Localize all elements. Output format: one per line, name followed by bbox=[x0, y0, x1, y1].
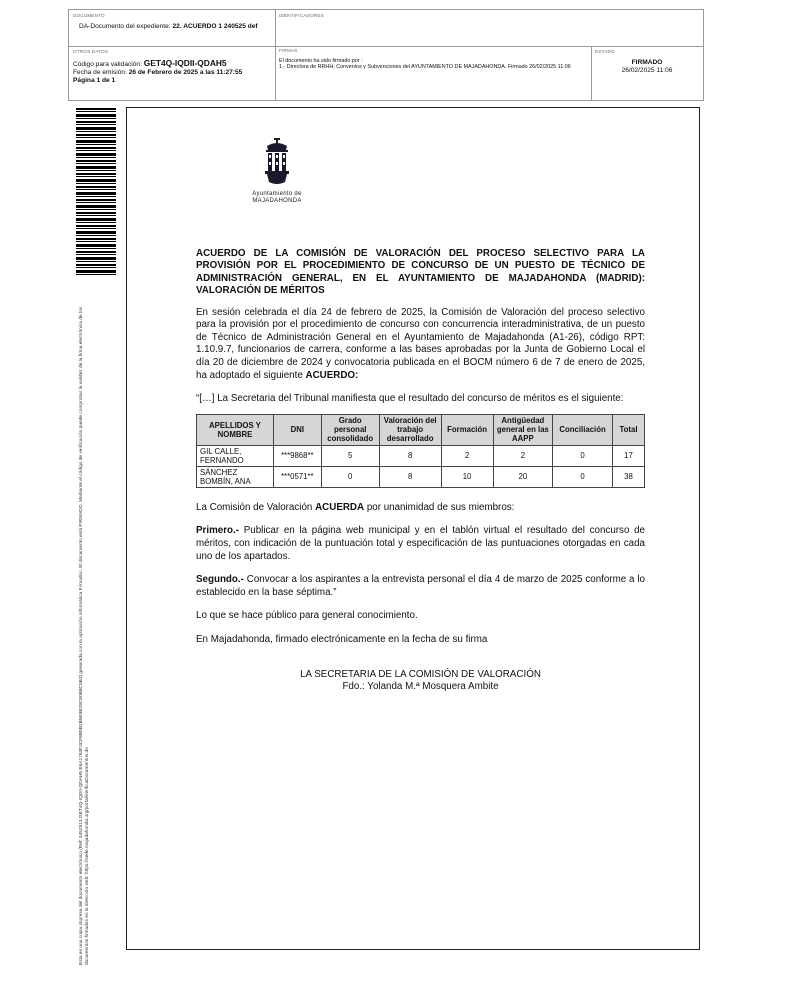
cell-dni: ***0571** bbox=[273, 466, 321, 487]
header-total: Total bbox=[613, 414, 645, 445]
cell-dni: ***9868** bbox=[273, 445, 321, 466]
codigo-label: Código para validación: bbox=[73, 61, 144, 68]
document-header bbox=[68, 9, 704, 101]
documento-caption: DOCUMENTO bbox=[73, 13, 105, 18]
primero-label: Primero.- bbox=[196, 525, 240, 537]
cell-valoracion: 8 bbox=[379, 445, 441, 466]
estado-caption: ESTADO bbox=[595, 49, 615, 54]
acuerda-prefix: La Comisión de Valoración bbox=[196, 501, 316, 513]
cell-total: 17 bbox=[613, 445, 645, 466]
coat-of-arms-icon bbox=[262, 138, 292, 186]
cell-name: SÁNCHEZ BOMBÍN, ANA bbox=[197, 466, 274, 487]
paragraph-publico: Lo que se hace público para general conocimiento. bbox=[196, 610, 418, 622]
cell-grado: 0 bbox=[321, 466, 379, 487]
documento-cell bbox=[69, 10, 275, 46]
paragraph-firma: En Majadahonda, firmado electrónicamente en la fecha de su firma bbox=[196, 633, 488, 645]
pagina-indicator: Página 1 de 1 bbox=[73, 77, 116, 84]
documento-name: 22. ACUERDO 1 240525 def bbox=[172, 23, 258, 30]
document-title: ACUERDO DE LA COMISIÓN DE VALORACIÓN DEL PROCESO SELECTIVO PARA LA PROVISIÓN POR EL PROCEDIMIENTO DE CONCURSO DE UN PUESTO DE TÉCNICO DE ADMINISTRACIÓN GENERAL, EN EL AYUNTAMIENTO DE MAJADAHONDA (MADRID): VALORACIÓN DE MÉRITOS bbox=[196, 248, 645, 297]
results-table bbox=[196, 414, 645, 488]
firmas-line1: El documento ha sido firmado por : bbox=[279, 57, 363, 64]
firmas-line2: 1.- Directora de RRHH, Convenios y Subvenciones del AYUNTAMIENTO DE MAJADAHONDA. Firmado 26/02/2025 11:06 bbox=[279, 64, 571, 71]
signature-block bbox=[196, 669, 645, 693]
paragraph-session bbox=[196, 307, 645, 383]
primero-text: Publicar en la página web municipal y en el tablón virtual el resultado del concurso de méritos, con indicación de la puntuación total y especificación de las puntuaciones otorgadas en cada uno de los apartados. bbox=[196, 525, 645, 562]
paragraph-acuerda bbox=[196, 502, 645, 515]
otros-datos-cell bbox=[69, 46, 275, 100]
cell-formacion: 2 bbox=[441, 445, 493, 466]
header-grado: Grado personal consolidado bbox=[321, 414, 379, 445]
firmas-cell bbox=[275, 46, 591, 100]
logo-line2: MAJADAHONDA bbox=[252, 198, 302, 204]
fecha-emision: 26 de Febrero de 2025 a las 11:27:55 bbox=[128, 69, 243, 76]
identificadores-caption: IDENTIFICADORES bbox=[279, 13, 324, 18]
segundo-text: Convocar a los aspirantes a la entrevista personal el día 4 de marzo de 2025 conforme a lo establecido en la base séptima.” bbox=[196, 574, 645, 598]
acuerda-suffix: por unanimidad de sus miembros: bbox=[364, 501, 515, 513]
cell-total: 38 bbox=[613, 466, 645, 487]
barcode bbox=[76, 108, 116, 276]
header-formacion: Formación bbox=[441, 414, 493, 445]
acuerdo-label: ACUERDO: bbox=[305, 369, 359, 381]
table-row bbox=[197, 466, 645, 487]
estado-value: FIRMADO bbox=[631, 59, 663, 66]
cell-name: GIL CALLE, FERNANDO bbox=[197, 445, 274, 466]
header-dni: DNI bbox=[273, 414, 321, 445]
acuerda-label: ACUERDA bbox=[315, 501, 365, 513]
documento-text: DA-Documento del expediente: bbox=[79, 23, 173, 30]
identificadores-cell bbox=[275, 10, 703, 46]
table-header-row bbox=[197, 414, 645, 445]
logo-line1: Ayuntamiento de bbox=[252, 191, 302, 197]
codigo-validacion: GET4Q-IQDII-QDAH5 bbox=[143, 58, 227, 68]
signature-title: LA SECRETARIA DE LA COMISIÓN DE VALORACIÓN bbox=[300, 668, 541, 680]
header-antiguedad: Antigüedad general en las AAPP bbox=[493, 414, 552, 445]
header-conciliacion: Conciliación bbox=[553, 414, 613, 445]
table-row bbox=[197, 445, 645, 466]
cell-valoracion: 8 bbox=[379, 466, 441, 487]
estado-cell bbox=[591, 46, 703, 100]
otros-datos-caption: OTROS DATOS bbox=[73, 49, 109, 54]
paragraph-session-text: En sesión celebrada el día 24 de febrero de 2025, la Comisión de Valoración del proceso selectivo para la provisión por el procedimiento de concurso con concurrencia interadministrativa, de un puesto de Técnico de Administración General en el Ayuntamiento de Majadahonda (A1-26), código RPT: 1.10.9.7, funcionarios de carrera, conforme a las bases aprobadas por la Junta de Gobierno Local el día 20 de diciembre de 2024 y convocatoria publicada en el BOCM número 6 de 7 de enero de 2025, ha adoptado el siguiente bbox=[196, 306, 645, 381]
verification-side-text: Esta es una copia impresa del documento electrónico (Ref: 3452513 GET4Q-IQDII-QDAH5 E6A1763F3CF8B5B2B5E9B29C80B8C5B3) generada con la aplicación informática Firmadoc. El documento está FIRMADO. Mediante el código de verificación puede comprobar la validez de la firma electrónica de los documentos firmados en la dirección web: https://sede.majadahonda.org/portal/verificaDocumentos.do bbox=[79, 306, 91, 965]
cell-antiguedad: 20 bbox=[493, 466, 552, 487]
cell-conciliacion: 0 bbox=[553, 466, 613, 487]
paragraph-segundo bbox=[196, 574, 645, 599]
cell-conciliacion: 0 bbox=[553, 445, 613, 466]
cell-grado: 5 bbox=[321, 445, 379, 466]
municipal-logo bbox=[237, 138, 317, 205]
fecha-label: Fecha de emisión: bbox=[73, 69, 129, 76]
cell-formacion: 10 bbox=[441, 466, 493, 487]
segundo-label: Segundo.- bbox=[196, 574, 244, 586]
document-body bbox=[196, 248, 645, 693]
header-apellidos: APELLIDOS Y NOMBRE bbox=[197, 414, 274, 445]
paragraph-tribunal: “[…] La Secretaria del Tribunal manifiesta que el resultado del concurso de méritos es el siguiente: bbox=[196, 393, 624, 405]
header-valoracion: Valoración del trabajo desarrollado bbox=[379, 414, 441, 445]
estado-date: 26/02/2025 11:06 bbox=[621, 67, 673, 74]
cell-antiguedad: 2 bbox=[493, 445, 552, 466]
signature-name: Fdo.: Yolanda M.ª Mosquera Ambite bbox=[342, 680, 499, 692]
firmas-caption: FIRMAS bbox=[279, 48, 298, 53]
paragraph-primero bbox=[196, 525, 645, 563]
